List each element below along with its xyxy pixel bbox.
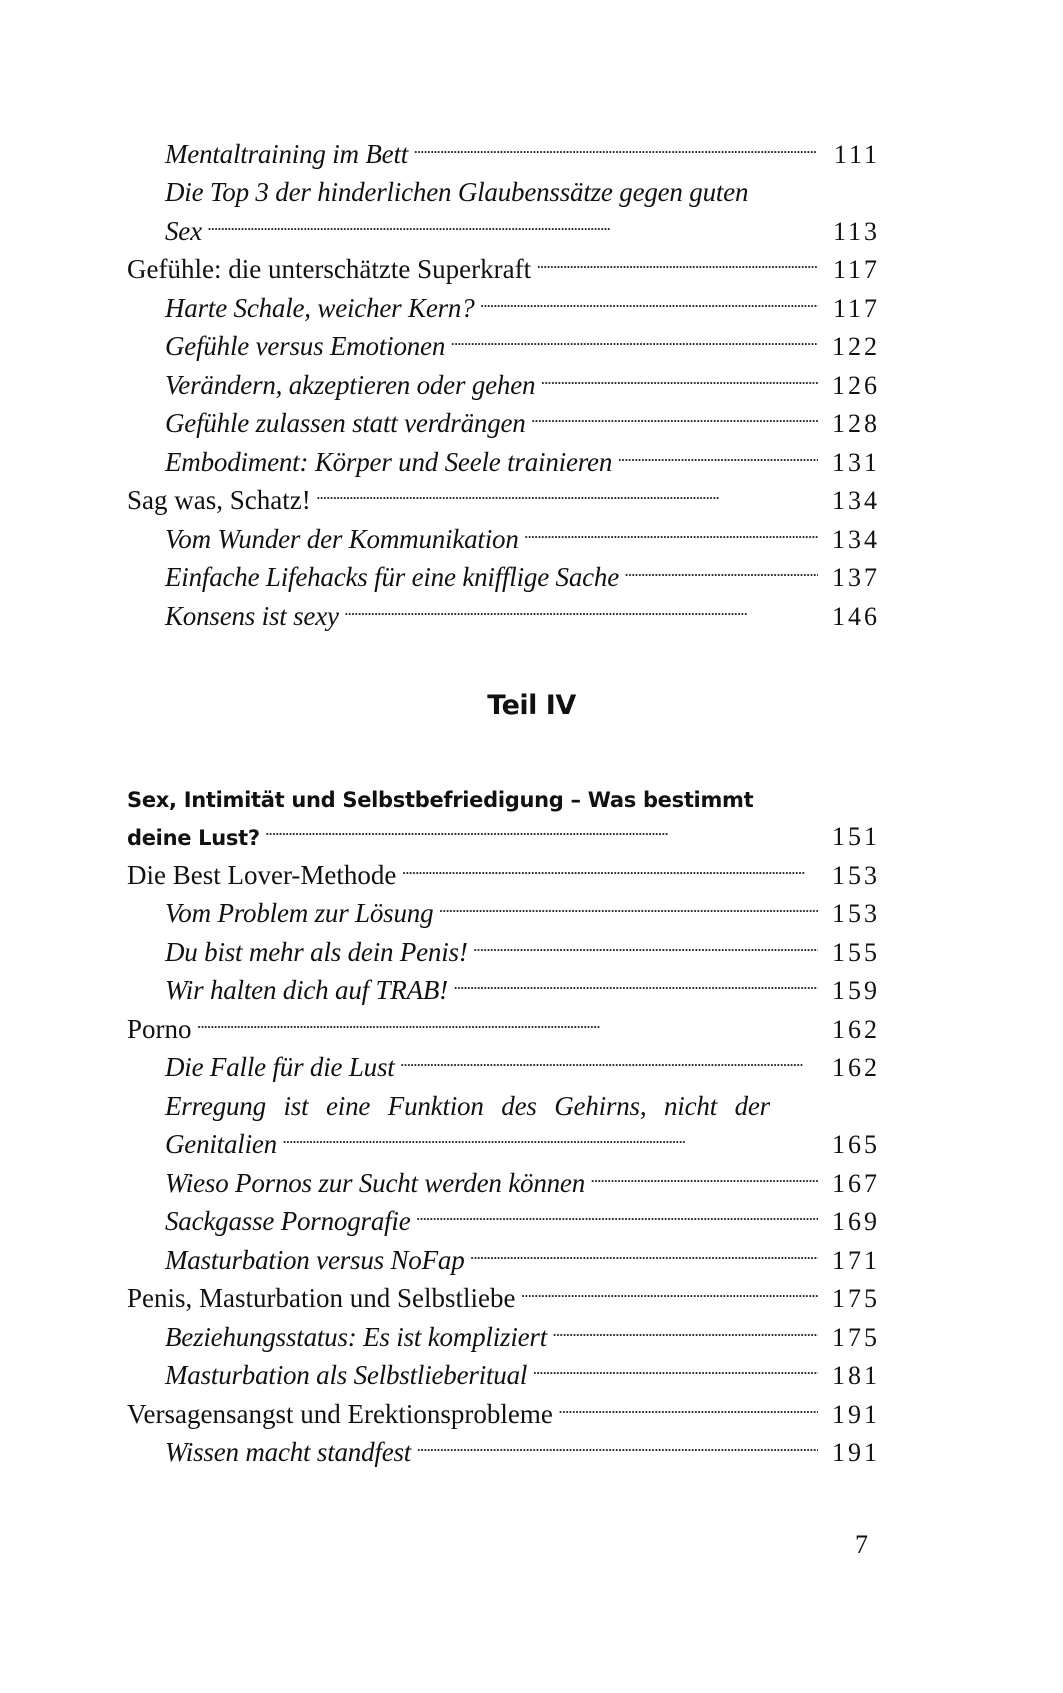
dot-leader: [345, 586, 818, 625]
toc-entry-page: 155: [832, 937, 880, 967]
dot-leader: [481, 278, 818, 317]
dot-leader: [618, 432, 818, 471]
toc-entry: [127, 124, 880, 169]
toc-entry: [127, 1038, 880, 1082]
toc-entry-title: Genitalien: [165, 1125, 283, 1164]
toc-entry-page: 191: [832, 1438, 880, 1467]
dot-leader: [208, 201, 818, 240]
toc-entry: [127, 355, 880, 400]
dot-leader: [521, 1269, 818, 1308]
dot-leader: [198, 999, 818, 1038]
dot-leader: [471, 1230, 818, 1269]
toc-entry: [127, 394, 880, 438]
toc-entry: [127, 586, 880, 631]
toc-entry-page: 128: [832, 409, 880, 438]
toc-entry-page: 175: [832, 1322, 880, 1352]
toc-entry-page: 111: [833, 139, 880, 169]
dot-leader: [414, 124, 818, 163]
dot-leader: [591, 1153, 818, 1192]
toc-entry-title: Die Best Lover-Methode: [127, 856, 402, 895]
toc-entry: [127, 432, 880, 477]
toc-entry: [127, 201, 880, 246]
toc-entry-title: Vom Wunder der Kommunikation: [165, 520, 525, 559]
dot-leader: [402, 845, 818, 884]
toc-entry-title: deine Lust?: [127, 819, 266, 858]
dot-leader: [525, 509, 818, 548]
toc-entry-title: Erregung ist eine Funktion des Gehirns, nicht der: [165, 1087, 776, 1126]
toc-entry: [127, 240, 880, 284]
toc-entry-page: 134: [832, 486, 880, 515]
dot-leader: [454, 961, 818, 1000]
toc-entry-title: Beziehungsstatus: Es ist kompliziert: [165, 1318, 553, 1357]
toc-section-top: [127, 124, 880, 631]
toc-entry-page: 117: [832, 255, 880, 284]
dot-leader: [417, 1423, 818, 1462]
toc-entry-title: Verändern, akzeptieren oder gehen: [165, 366, 541, 405]
toc-entry: [127, 768, 880, 812]
toc-entry-title: Die Top 3 der hinderlichen Glaubenssätze gegen guten: [165, 173, 754, 212]
toc-entry-title: Masturbation versus NoFap: [165, 1241, 471, 1280]
toc-entry: [127, 884, 880, 928]
toc-entry: [127, 548, 880, 592]
toc-entry-title: Harte Schale, weicher Kern?: [165, 289, 481, 328]
toc-entry-title: Masturbation als Selbstlieberitual: [165, 1356, 533, 1395]
toc-entry: [127, 163, 880, 207]
toc-entry-page: 126: [832, 370, 880, 400]
toc-entry: [127, 1076, 880, 1121]
toc-entry-title: Sag was, Schatz!: [127, 481, 317, 520]
toc-entry: [127, 1192, 880, 1236]
toc-entry-page: 165: [832, 1130, 880, 1159]
toc-entry: [127, 999, 880, 1044]
dot-leader: [439, 884, 818, 923]
toc-entry: [127, 1269, 880, 1313]
toc-entry: [127, 1307, 880, 1352]
part-heading: Teil IV: [487, 690, 576, 721]
toc-entry-page: 171: [832, 1245, 880, 1275]
toc-entry-title: Sackgasse Pornografie: [165, 1202, 417, 1241]
toc-entry-title: Porno: [127, 1010, 198, 1049]
toc-entry: [127, 1384, 880, 1429]
toc-entry-title: Du bist mehr als dein Penis!: [165, 933, 474, 972]
toc-entry-page: 169: [832, 1207, 880, 1236]
toc-entry-page: 153: [832, 899, 880, 928]
toc-entry-page: 117: [832, 293, 880, 323]
toc-entry: [127, 1230, 880, 1275]
toc-entry-title: Versagensangst und Erektionsprobleme: [127, 1395, 559, 1434]
dot-leader: [283, 1115, 818, 1154]
toc-entry-title: Die Falle für die Lust: [165, 1048, 401, 1087]
toc-entry-page: 181: [832, 1361, 880, 1390]
dot-leader: [625, 548, 818, 587]
toc-entry: [127, 1423, 880, 1467]
toc-entry-page: 159: [832, 976, 880, 1005]
toc-entry: [127, 807, 880, 851]
toc-entry-title: Sex, Intimität und Selbstbefriedigung – Was bestimmt: [127, 781, 759, 820]
toc-entry-page: 153: [832, 860, 880, 890]
dot-leader: [553, 1307, 818, 1346]
dot-leader: [474, 922, 818, 961]
toc-entry-page: 134: [832, 524, 880, 554]
toc-entry-title: Gefühle: die unterschätzte Superkraft: [127, 250, 537, 289]
toc-entry-title: Embodiment: Körper und Seele trainieren: [165, 443, 618, 482]
toc-entry-title: Mentaltraining im Bett: [165, 135, 414, 174]
dot-leader: [541, 355, 818, 394]
toc-entry-page: 137: [832, 563, 880, 592]
toc-entry-title: Wissen macht standfest: [165, 1433, 417, 1472]
toc-entry: [127, 922, 880, 967]
dot-leader: [317, 471, 818, 510]
toc-entry-page: 146: [832, 601, 880, 631]
toc-entry-title: Einfache Lifehacks für eine knifflige Sache: [165, 558, 625, 597]
toc-entry-title: Sex: [165, 212, 208, 251]
dot-leader: [401, 1038, 818, 1077]
dot-leader: [532, 394, 818, 433]
toc-entry-title: Vom Problem zur Lösung: [165, 894, 439, 933]
toc-entry: [127, 845, 880, 890]
toc-entry: [127, 509, 880, 554]
dot-leader: [417, 1192, 818, 1231]
toc-entry: [127, 961, 880, 1005]
toc-entry-page: 162: [832, 1053, 880, 1082]
toc-entry-title: Gefühle zulassen statt verdrängen: [165, 404, 532, 443]
toc-entry: [127, 278, 880, 323]
toc-entry-title: Penis, Masturbation und Selbstliebe: [127, 1279, 521, 1318]
toc-entry-page: 122: [832, 332, 880, 361]
toc-entry-page: 113: [832, 216, 880, 246]
toc-entry: [127, 1153, 880, 1198]
toc-entry-title: Wir halten dich auf TRAB!: [165, 971, 454, 1010]
dot-leader: [559, 1384, 818, 1423]
toc-section-bottom: [127, 768, 880, 1467]
toc-entry-title: Gefühle versus Emotionen: [165, 327, 451, 366]
dot-leader: [266, 807, 818, 846]
toc-entry-page: 131: [832, 447, 880, 477]
toc-entry-title: Wieso Pornos zur Sucht werden können: [165, 1164, 591, 1203]
toc-entry-page: 151: [832, 822, 880, 851]
toc-entry-page: 191: [832, 1399, 880, 1429]
toc-entry-page: 167: [832, 1168, 880, 1198]
toc-entry-page: 162: [832, 1014, 880, 1044]
toc-entry: [127, 317, 880, 361]
toc-entry-title: Konsens ist sexy: [165, 597, 345, 636]
dot-leader: [533, 1346, 818, 1385]
toc-entry: [127, 1346, 880, 1390]
dot-leader: [537, 240, 818, 279]
page-number: 7: [855, 1530, 868, 1559]
toc-entry: [127, 1115, 880, 1159]
toc-entry: [127, 471, 880, 515]
toc-entry-page: 175: [832, 1284, 880, 1313]
dot-leader: [451, 317, 818, 356]
